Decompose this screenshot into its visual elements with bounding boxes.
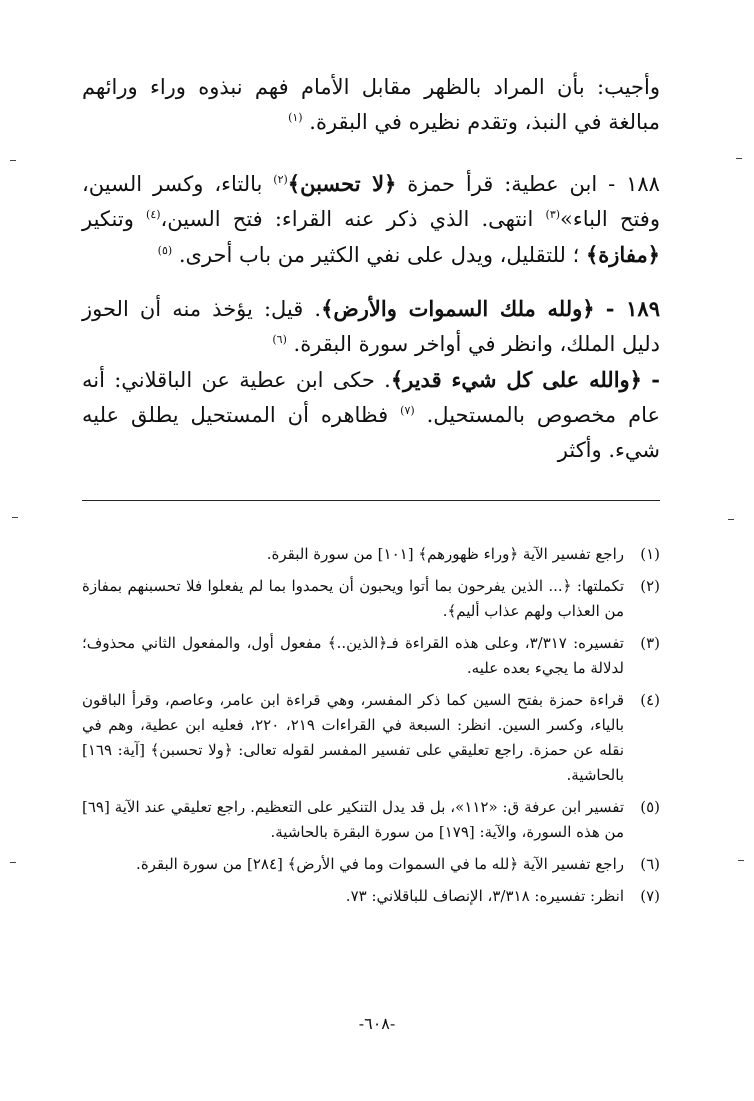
footnote-text: انظر: تفسيره: ٣/٣١٨، الإنصاف للباقلاني: ٧٣.: [345, 887, 624, 905]
footnote-ref: (٢): [273, 173, 288, 186]
footnote-text: راجع تفسير الآية ﴿لله ما في السموات وما في الأرض﴾ [٢٨٤] من سورة البقرة.: [136, 855, 624, 873]
quran-quote: ﴿ولله ملك السموات والأرض﴾: [321, 296, 595, 321]
quran-quote: ﴿لا تحسبن﴾: [287, 171, 397, 196]
paragraph-text: وأجيب: بأن المراد بالظهر مقابل الأمام فهم نبذوه وراء ورائهم مبالغة في النبذ، وتقدم نظيره في البقرة.: [82, 75, 660, 134]
footnote-text: تفسيره: ٣/٣١٧، وعلى هذه القراءة فـ﴿الذين..﴾ مفعول أول، والمفعول الثاني محذوف؛ لدلالة ما يجيء بعده عليه.: [82, 634, 624, 677]
paragraph-text: فظاهره أن المستحيل يطلق عليه شيء. وأكثر: [82, 403, 660, 462]
scan-mark: [728, 519, 734, 520]
footnote-number: (٣): [640, 634, 660, 652]
footnote-ref: (٣): [545, 208, 561, 221]
footnote-item: [82, 631, 660, 681]
scan-mark: [10, 160, 16, 161]
footnote-separator: [82, 500, 660, 501]
footnote-item: [82, 574, 660, 624]
paragraph-dash: -: [651, 367, 660, 392]
footnote-ref: (٥): [157, 244, 173, 257]
scan-mark: [738, 860, 744, 861]
footnote-item: [82, 795, 660, 845]
footnote-text: تكملتها: ﴿... الذين يفرحون بما أتوا ويحبون أن يحمدوا بما لم يفعلوا فلا تحسبنهم بمفازة من العذاب ولهم عذاب أليم﴾.: [82, 577, 624, 620]
footnote-text: راجع تفسير الآية ﴿وراء ظهورهم﴾ [١٠١] من سورة البقرة.: [266, 545, 624, 563]
scan-mark: [10, 862, 16, 863]
footnote-number: (٧): [640, 887, 660, 905]
paragraph-188: [82, 166, 660, 273]
footnote-item: [82, 884, 660, 909]
page-number: -٦٠٨-: [358, 1014, 396, 1033]
footnote-number: (١): [640, 545, 660, 563]
footnote-number: (٤): [640, 691, 660, 709]
footnote-number: (٦): [640, 855, 660, 873]
footnote-item: [82, 852, 660, 877]
footnote-ref: (٤): [146, 208, 161, 221]
footnote-number: (٥): [640, 798, 660, 816]
footnote-text: قراءة حمزة بفتح السين كما ذكر المفسر، وهي قراءة ابن عامر، وعاصم، وقرأ الباقون بالياء، وكسر السين. انظر: السبعة في القراءات ٢١٩، ٢٢٠، فعليه ابن عطية، وهم في نقله عن حمزة. راجع تعليقي على تفسير المفسر لقوله تعالى: ﴿ولا تحسبن﴾ [آية: ١٦٩] بالحاشية.: [82, 691, 625, 784]
footnote-item: [82, 688, 660, 788]
paragraph-qadir: [82, 362, 660, 468]
paragraph-text: . قيل: يؤخذ منه أن الحوز دليل الملك، وانظر في أواخر سورة البقرة.: [82, 297, 660, 356]
scan-mark: [736, 158, 742, 159]
quran-quote: ﴿مفازة﴾: [585, 242, 660, 267]
paragraph-text: ؛ للتقليل، ويدل على نفي الكثير من باب أحرى.: [178, 243, 580, 267]
quran-quote: ﴿والله على كل شيء قدير﴾: [390, 367, 642, 392]
paragraph-answer: [82, 70, 660, 140]
footnote-ref: (١): [288, 111, 303, 124]
footnote-text: تفسير ابن عرفة ق: «١١٢»، بل قد يدل التنكير على التعظيم. راجع تعليقي عند الآية [٦٩] من هذه السورة، والآية: [١٧٩] من سورة البقرة بالحاشية.: [82, 798, 624, 841]
paragraph-text: انتهى. الذي ذكر عنه القراء: فتح السين،: [160, 207, 534, 231]
paragraph-text: . حكى ابن عطية عن الباقلاني: أنه عام مخصوص بالمستحيل.: [82, 368, 661, 427]
footnote-number: (٢): [640, 577, 660, 595]
paragraph-text: ١٨٨ - ابن عطية: قرأ حمزة: [407, 172, 660, 196]
footnotes: [82, 542, 660, 916]
scan-mark: [12, 517, 18, 518]
footnote-ref: (٦): [272, 333, 287, 346]
paragraph-189: [82, 291, 660, 362]
footnote-item: [82, 542, 660, 567]
main-text: [82, 70, 660, 468]
paragraph-number: ١٨٩ -: [605, 296, 660, 321]
paragraph-text: بالتاء، وكسر السين، وفتح الباء»: [82, 172, 660, 231]
paragraph-text: وتنكير: [82, 207, 134, 231]
footnote-ref: (٧): [400, 404, 415, 417]
